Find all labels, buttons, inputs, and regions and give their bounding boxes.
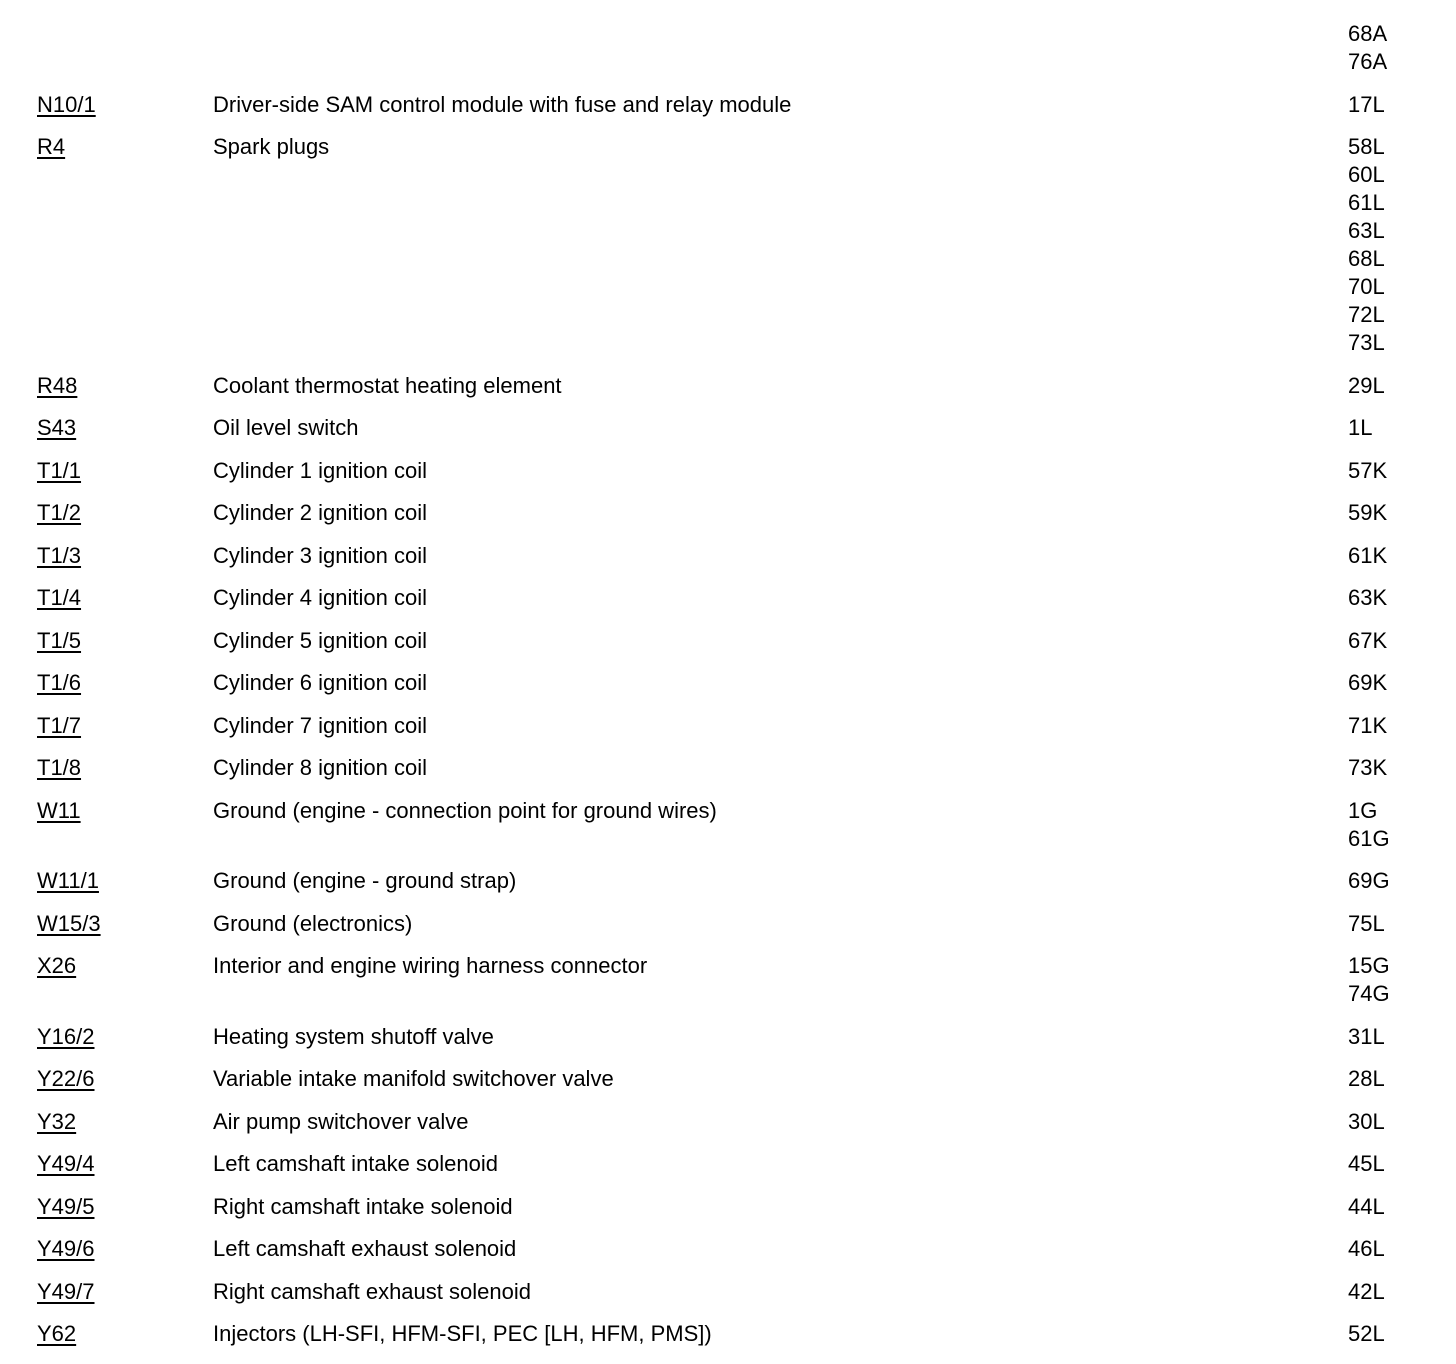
legend-row [0, 1278, 1456, 1306]
legend-row [0, 542, 1456, 570]
grid-reference: 15G [1348, 953, 1390, 978]
component-description: Right camshaft exhaust solenoid [213, 1278, 531, 1304]
grid-reference: 52L [1348, 1321, 1385, 1346]
component-code-link[interactable]: Y49/5 [37, 1193, 95, 1219]
component-code-link[interactable]: T1/8 [37, 755, 82, 780]
component-description: Cylinder 6 ignition coil [213, 670, 427, 695]
grid-references [1348, 669, 1428, 697]
component-code-link[interactable]: T1/6 [37, 670, 82, 695]
legend-row [0, 910, 1456, 938]
legend-row [0, 133, 1456, 357]
legend-row [0, 1108, 1456, 1136]
component-code-link[interactable]: T1/3 [37, 542, 82, 568]
legend-row [0, 952, 1456, 1008]
component-code-link[interactable]: Y62 [37, 1321, 77, 1346]
grid-references [1348, 754, 1428, 782]
component-description: Cylinder 8 ignition coil [213, 755, 427, 780]
component-description: Cylinder 5 ignition coil [213, 627, 427, 653]
grid-reference: 58L [1348, 134, 1385, 159]
grid-reference: 69G [1348, 868, 1390, 893]
component-code-link[interactable]: Y32 [37, 1108, 77, 1134]
grid-reference: 57K [1348, 457, 1388, 483]
legend-row [0, 669, 1456, 697]
component-legend-table [0, 20, 1456, 1363]
grid-references [1348, 1193, 1428, 1221]
grid-references [1348, 584, 1428, 612]
component-code-link[interactable]: T1/7 [37, 712, 82, 738]
component-code-link[interactable]: R48 [37, 372, 78, 398]
component-description: Spark plugs [213, 134, 330, 159]
legend-row [0, 1065, 1456, 1093]
grid-reference: 45L [1348, 1151, 1385, 1176]
grid-references [1348, 1065, 1428, 1093]
grid-reference: 68L [1348, 246, 1385, 271]
grid-reference: 17L [1348, 91, 1385, 117]
legend-row [0, 1150, 1456, 1178]
grid-reference: 31L [1348, 1023, 1385, 1049]
component-description: Cylinder 1 ignition coil [213, 457, 427, 483]
component-description: Cylinder 3 ignition coil [213, 542, 427, 568]
grid-reference: 63K [1348, 585, 1388, 610]
grid-references [1348, 457, 1428, 485]
grid-reference: 44L [1348, 1193, 1385, 1219]
component-code-link[interactable]: Y49/7 [37, 1278, 95, 1304]
grid-references [1348, 1278, 1428, 1306]
component-description: Left camshaft intake solenoid [213, 1151, 498, 1176]
component-description: Variable intake manifold switchover valve [213, 1066, 614, 1091]
grid-references [1348, 952, 1428, 1008]
component-code-link[interactable]: T1/4 [37, 585, 82, 610]
grid-reference: 59K [1348, 500, 1388, 525]
legend-row [0, 1023, 1456, 1051]
component-description: Cylinder 4 ignition coil [213, 585, 427, 610]
component-code-link[interactable]: Y49/6 [37, 1236, 95, 1261]
legend-row [0, 457, 1456, 485]
legend-row [0, 754, 1456, 782]
grid-reference: 72L [1348, 302, 1385, 327]
component-code-link[interactable]: W11 [37, 797, 81, 823]
grid-references [1348, 542, 1428, 570]
legend-row [0, 1320, 1456, 1348]
legend-row [0, 627, 1456, 655]
grid-references [1348, 372, 1428, 400]
grid-reference: 71K [1348, 712, 1388, 738]
grid-references [1348, 627, 1428, 655]
component-code-link[interactable]: W15/3 [37, 910, 101, 936]
component-code-link[interactable]: Y49/4 [37, 1151, 95, 1176]
component-description: Ground (engine - connection point for ground wires) [213, 797, 717, 823]
component-description: Right camshaft intake solenoid [213, 1193, 513, 1219]
component-code-link[interactable]: R4 [37, 134, 66, 159]
component-code-link[interactable]: T1/2 [37, 500, 82, 525]
legend-row [0, 1235, 1456, 1263]
grid-reference: 61K [1348, 542, 1388, 568]
grid-reference: 46L [1348, 1236, 1385, 1261]
legend-row [0, 499, 1456, 527]
grid-reference: 29L [1348, 372, 1385, 398]
grid-reference: 61G [1348, 825, 1390, 851]
grid-references [1348, 133, 1428, 357]
grid-references [1348, 499, 1428, 527]
legend-row [0, 91, 1456, 119]
component-description: Left camshaft exhaust solenoid [213, 1236, 517, 1261]
grid-reference: 1G [1348, 797, 1378, 823]
component-code-link[interactable]: X26 [37, 953, 77, 978]
grid-reference: 75L [1348, 910, 1385, 936]
grid-reference: 28L [1348, 1066, 1385, 1091]
grid-reference: 69K [1348, 670, 1388, 695]
grid-references [1348, 1320, 1428, 1348]
component-description: Oil level switch [213, 415, 359, 440]
component-code-link[interactable]: T1/5 [37, 627, 82, 653]
component-code-link[interactable]: Y22/6 [37, 1066, 95, 1091]
component-code-link[interactable]: Y16/2 [37, 1023, 95, 1049]
legend-row [0, 797, 1456, 853]
component-description: Cylinder 2 ignition coil [213, 500, 427, 525]
grid-references [1348, 1150, 1428, 1178]
legend-row [0, 372, 1456, 400]
component-description: Air pump switchover valve [213, 1108, 469, 1134]
grid-references [1348, 1108, 1428, 1136]
grid-reference: 76A [1348, 49, 1388, 74]
legend-row [0, 584, 1456, 612]
grid-reference: 74G [1348, 981, 1390, 1006]
grid-reference: 67K [1348, 627, 1388, 653]
grid-references [1348, 712, 1428, 740]
grid-references [1348, 414, 1428, 442]
component-code-link[interactable]: W11/1 [37, 868, 99, 893]
grid-references [1348, 797, 1428, 853]
grid-reference: 61L [1348, 190, 1385, 215]
grid-references [1348, 910, 1428, 938]
legend-row [0, 20, 1456, 76]
component-description: Injectors (LH-SFI, HFM-SFI, PEC [LH, HFM, PMS]) [213, 1321, 712, 1346]
grid-references [1348, 91, 1428, 119]
grid-references [1348, 1235, 1428, 1263]
grid-reference: 63L [1348, 218, 1385, 243]
component-description: Driver-side SAM control module with fuse and relay module [213, 91, 792, 117]
component-code-link[interactable]: N10/1 [37, 91, 96, 117]
legend-row [0, 712, 1456, 740]
component-code-link[interactable]: T1/1 [37, 457, 82, 483]
legend-row [0, 1193, 1456, 1221]
grid-reference: 68A [1348, 21, 1388, 46]
component-code-link[interactable]: S43 [37, 415, 77, 440]
grid-reference: 73K [1348, 755, 1388, 780]
grid-reference: 73L [1348, 330, 1385, 355]
component-description: Interior and engine wiring harness connector [213, 953, 648, 978]
grid-references [1348, 867, 1428, 895]
component-description: Coolant thermostat heating element [213, 372, 562, 398]
component-description: Cylinder 7 ignition coil [213, 712, 427, 738]
component-description: Heating system shutoff valve [213, 1023, 494, 1049]
grid-reference: 60L [1348, 162, 1385, 187]
grid-reference: 30L [1348, 1108, 1385, 1134]
grid-references [1348, 20, 1428, 76]
legend-row [0, 867, 1456, 895]
component-description: Ground (engine - ground strap) [213, 868, 517, 893]
component-description: Ground (electronics) [213, 910, 413, 936]
grid-reference: 70L [1348, 274, 1385, 299]
grid-references [1348, 1023, 1428, 1051]
grid-reference: 1L [1348, 415, 1373, 440]
legend-row [0, 414, 1456, 442]
grid-reference: 42L [1348, 1278, 1385, 1304]
